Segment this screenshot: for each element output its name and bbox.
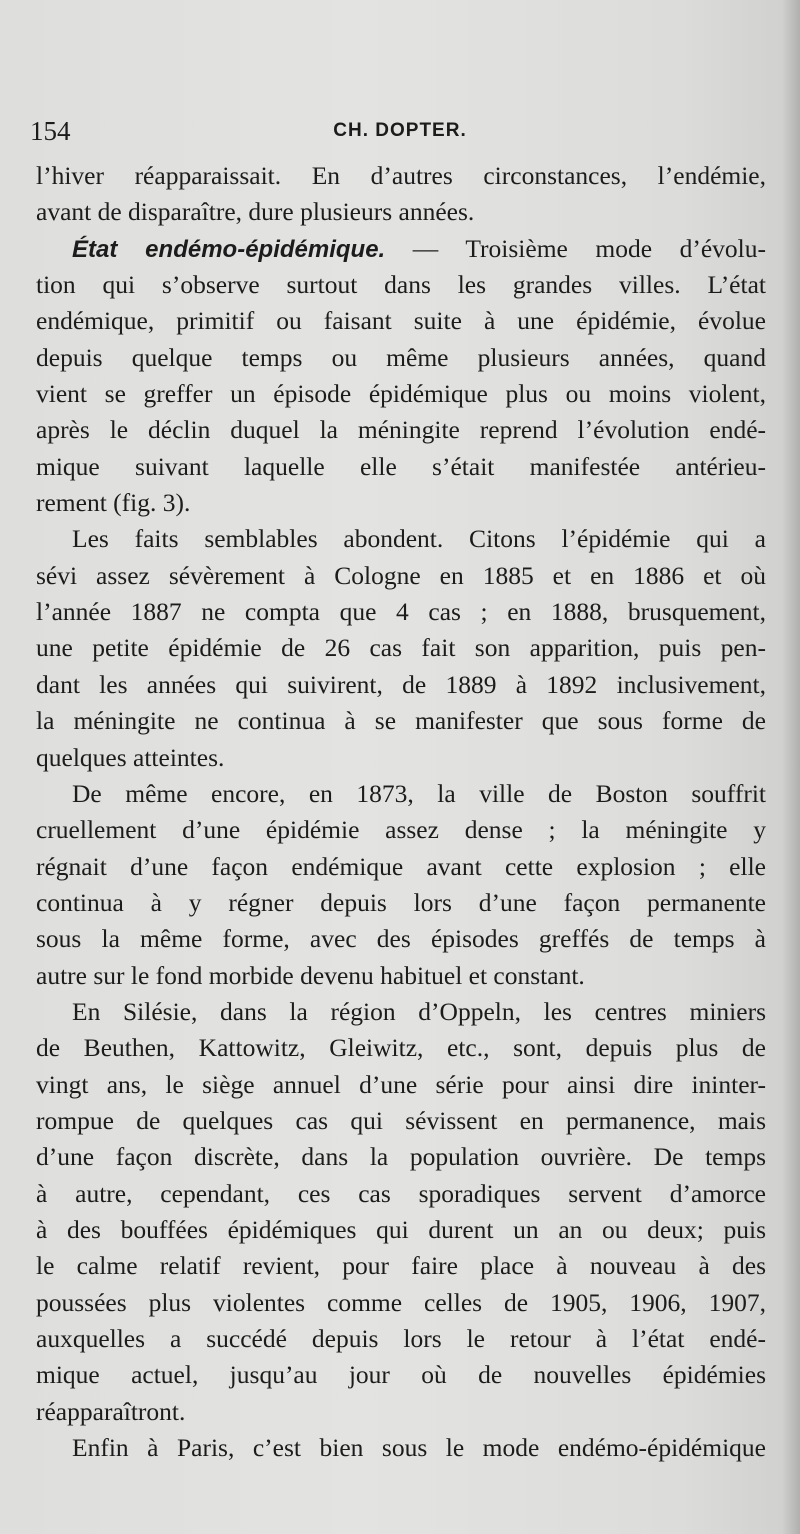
text-line: [36, 449, 766, 485]
text-line: [36, 1248, 766, 1284]
text-line: [36, 485, 766, 521]
text-line: [36, 812, 766, 848]
text-line-content: une petite épidémie de 26 cas fait son apparition, puis pen-: [36, 633, 766, 663]
text-line-content: l’hiver réapparaissait. En d’autres circonstances, l’endémie,: [36, 161, 766, 190]
body-text: [36, 158, 766, 1466]
text-line: [36, 921, 766, 957]
text-line-content: cruellement d’une épidémie assez dense ; la méningite y: [36, 815, 766, 845]
text-line: [36, 158, 766, 194]
text-line-content: autre sur le fond morbide devenu habituel et constant.: [36, 960, 585, 990]
text-line: [36, 1176, 766, 1212]
text-line-content: sévi assez sévèrement à Cologne en 1885 et en 1886 et où: [36, 560, 766, 590]
text-line: [36, 303, 766, 339]
text-line: [36, 1394, 766, 1430]
text-line: [36, 958, 766, 994]
text-line-content: De même encore, en 1873, la ville de Boston souffrit: [72, 778, 766, 808]
text-line-content: réapparaîtront.: [36, 1396, 186, 1426]
text-line: [36, 1139, 766, 1175]
text-line-content: à autre, cependant, ces cas sporadiques servent d’amorce: [36, 1178, 766, 1208]
text-line-content: d’une façon discrète, dans la population ouvrière. De temps: [36, 1142, 766, 1172]
text-line: [36, 1285, 766, 1321]
text-line-content: depuis quelque temps ou même plusieurs années, quand: [36, 342, 766, 372]
text-line-content: à des bouffées épidémiques qui durent un an ou deux; puis: [36, 1214, 766, 1244]
text-line: [36, 267, 766, 303]
text-line-content: tion qui s’observe surtout dans les grandes villes. L’état: [36, 270, 766, 300]
text-line: [36, 740, 766, 776]
text-line-content: — Troisième mode d’évolu-: [385, 233, 766, 263]
text-line-content: sous la même forme, avec des épisodes greffés de temps à: [36, 924, 766, 954]
text-line-content: rement (fig. 3).: [36, 488, 191, 518]
section-term: État endémo-épidémique.: [72, 235, 386, 263]
text-line-content: mique suivant laquelle elle s’était manifestée antérieu-: [36, 451, 766, 481]
text-line: [36, 1212, 766, 1248]
text-line: [36, 1321, 766, 1357]
text-line-content: Les faits semblables abondent. Citons l’épidémie qui a: [72, 524, 766, 554]
text-line-content: vingt ans, le siège annuel d’une série pour ainsi dire ininter-: [36, 1069, 766, 1099]
page-header: [30, 116, 770, 146]
page-number: 154: [30, 116, 71, 146]
text-line: [36, 194, 766, 230]
text-line-content: avant de disparaître, dure plusieurs années.: [36, 197, 475, 227]
text-line-content: auxquelles a succédé depuis lors le retour à l’état endé-: [36, 1324, 766, 1353]
text-line: [36, 849, 766, 885]
text-line: [36, 376, 766, 412]
text-line: [36, 412, 766, 448]
running-head: CH. DOPTER.: [333, 120, 467, 141]
text-line-content: vient se greffer un épisode épidémique plus ou moins violent,: [36, 379, 766, 409]
text-line: [36, 667, 766, 703]
text-line-content: régnait d’une façon endémique avant cette explosion ; elle: [36, 851, 766, 881]
text-line-content: rompue de quelques cas qui sévissent en permanence, mais: [36, 1105, 766, 1135]
text-line-content: endémique, primitif ou faisant suite à une épidémie, évolue: [36, 306, 766, 336]
text-line: [36, 630, 766, 666]
text-line-content: après le déclin duquel la méningite reprend l’évolution endé-: [36, 415, 766, 445]
text-line-content: mique actuel, jusqu’au jour où de nouvelles épidémies: [36, 1360, 766, 1390]
text-line-content: quelques atteintes.: [36, 742, 225, 772]
text-line-content: de Beuthen, Kattowitz, Gleiwitz, etc., sont, depuis plus de: [36, 1033, 766, 1063]
text-line: [36, 885, 766, 921]
text-line-content: En Silésie, dans la région d’Oppeln, les centres miniers: [72, 996, 766, 1026]
text-line: [36, 1357, 766, 1393]
text-line-content: l’année 1887 ne compta que 4 cas ; en 1888, brusquement,: [36, 597, 766, 627]
text-line: [36, 1103, 766, 1139]
text-line-content: la méningite ne continua à se manifester que sous forme de: [36, 706, 766, 736]
text-line: [36, 1030, 766, 1066]
text-line: [36, 521, 766, 557]
text-line: [36, 703, 766, 739]
text-line-content: le calme relatif revient, pour faire place à nouveau à des: [36, 1251, 766, 1281]
text-line: [36, 776, 766, 812]
text-line: [36, 340, 766, 376]
text-line-content: Enfin à Paris, c’est bien sous le mode endémo-épidémique: [72, 1433, 766, 1463]
text-line: [36, 994, 766, 1030]
text-line-content: poussées plus violentes comme celles de 1905, 1906, 1907,: [36, 1287, 766, 1317]
text-line: [36, 231, 766, 267]
text-line: [36, 1067, 766, 1103]
text-line-content: continua à y régner depuis lors d’une façon permanente: [36, 887, 766, 917]
text-line: [36, 1430, 766, 1466]
page-edge-shadow: [782, 0, 800, 1534]
text-line-content: dant les années qui suivirent, de 1889 à 1892 inclusivement,: [36, 669, 766, 699]
text-line: [36, 558, 766, 594]
text-line: [36, 594, 766, 630]
